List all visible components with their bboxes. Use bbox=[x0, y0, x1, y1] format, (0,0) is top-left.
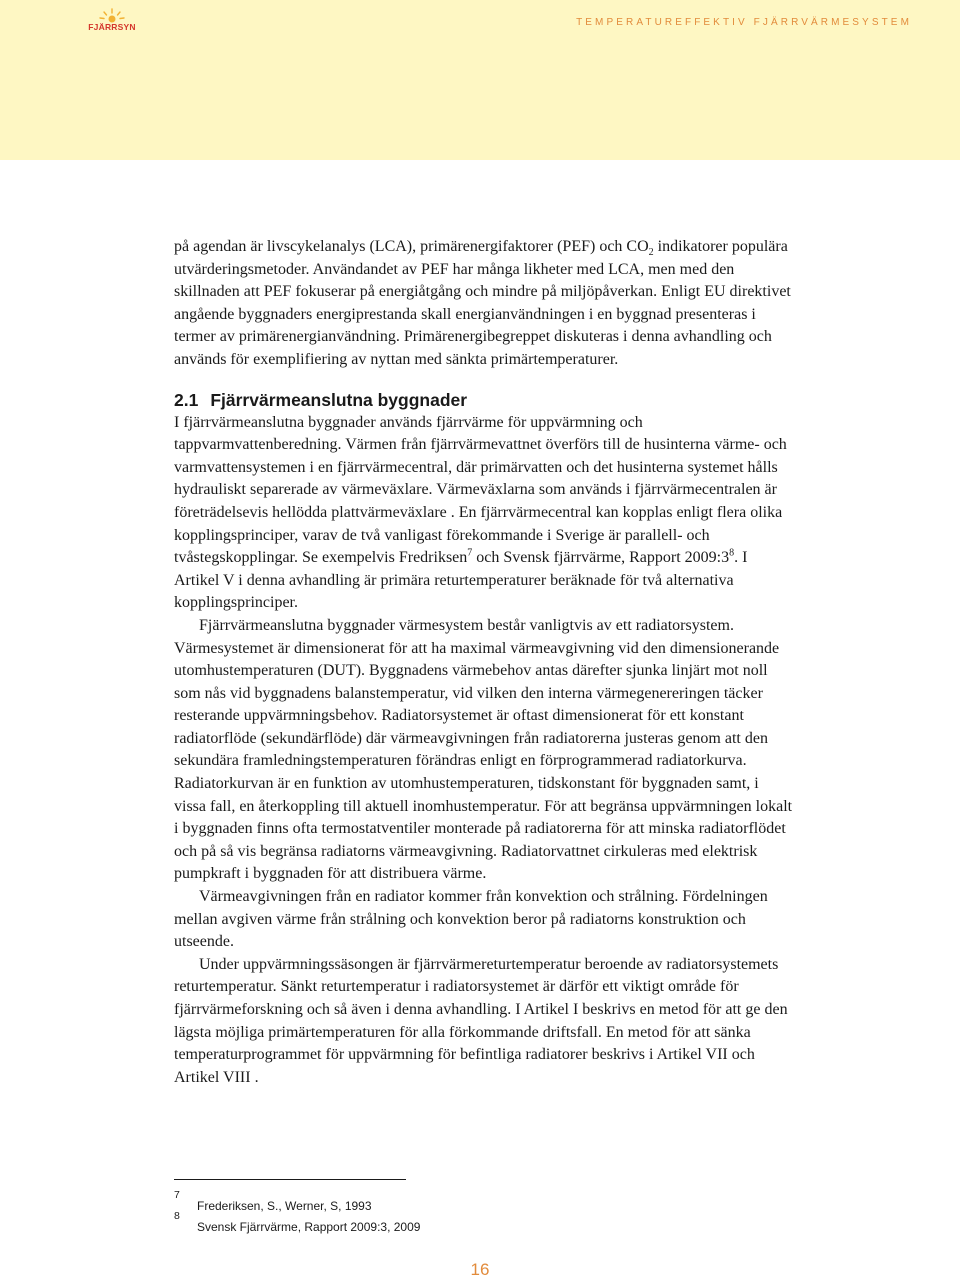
footnote-divider bbox=[174, 1179, 406, 1180]
logo-text: FJÄRRSYN bbox=[88, 22, 136, 32]
footnote-text: Frederiksen, S., Werner, S, 1993 bbox=[197, 1199, 372, 1213]
subscript: 2 bbox=[648, 247, 654, 259]
section-title: Fjärrvärmeanslutna byggnader bbox=[210, 389, 468, 410]
footnote-number: 7 bbox=[174, 1189, 180, 1201]
fjarrsyn-logo bbox=[82, 8, 142, 38]
footnote-ref: 8 bbox=[729, 547, 735, 559]
body-paragraph: Fjärrvärmeanslutna byggnader värmesystem består vanligtvis av ett radiatorsystem. Värmesystemet är dimensionerat för att ha maximal värmeavgivning vid den dimensionerande utomhustemperaturen (DUT). Byggnadens värmebehov antas därefter sjunka linjärt mot noll som nås vid byggnadens balanstemperatur, vid vilken den interna värmegenereringen täcker resterande uppvärmningsbehov. Radiatorsystemet är oftast dimensionerat för ett konstant radiatorflöde (sekundärflöde) där värmeavgivningen från radiatorerna justeras genom att den sekundära framledningstemperaturen förändras enligt en förprogrammerad radiatorkurva. Radiatorkurvan är en funktion av utomhustemperaturen, tidskonstant för byggnaden samt, i vissa fall, en återkoppling till aktuell inomhustemperatur. För att begränsa uppvärmningen lokalt i byggnaden finns ofta termostatventiler monterade på radiatorerna för att minska radiatorflödet och på så vis begränsa radiatorns värmeavgivning. Radiatorvattnet cirkuleras med elektrisk pumpkraft i byggnaden för att distribuera värme. bbox=[174, 616, 793, 883]
page-body bbox=[174, 236, 794, 1089]
page-number: 16 bbox=[470, 1260, 490, 1279]
section-number: 2.1 bbox=[174, 389, 199, 410]
header-band bbox=[0, 0, 960, 160]
section-heading bbox=[174, 388, 794, 412]
footnote-ref: 7 bbox=[467, 547, 473, 559]
running-header-title: TEMPERATUREFFEKTIV FJÄRRVÄRMESYSTEM bbox=[576, 17, 912, 28]
body-paragraph: Värmeavgivningen från en radiator kommer från konvektion och strålning. Fördelningen mellan avgiven värme från strålning och konvektion beror på radiatorns konstruktion och utseende. bbox=[174, 888, 768, 951]
body-paragraph: I fjärrvärmeanslutna byggnader används fjärrvärme för uppvärmning och tappvarmvattenberedning. Värmen från fjärrvärmevattnet överförs till de husinterna värme- och varmvattensystemen i en fjärrvärmecentral, där primärvatten och det husinterna systemet hålls hydrauliskt separerade av värmeväxlare. Värmeväxlarna som används i fjärrvärmecentralen är företrädelsevis hellödda plattvärmeväxlare . En fjärrvärmecentral kan kopplas enligt flera olika kopplingsprinciper, varav de två vanligast förekommande i Sverige är parallell- och tvåstegskopplingar. Se exempelvis Fredriksen$^7$ och Svensk fjärrvärme, Rapport $2009:3^8$. I Artikel V i denna avhandling är primära returtemperaturer beräknade för två alternativa kopplingsprinciper. bbox=[174, 413, 787, 612]
footnote-number: 8 bbox=[174, 1210, 180, 1222]
footnote-text: Svensk Fjärrvärme, Rapport 2009:3, 2009 bbox=[197, 1220, 421, 1234]
body-paragraph: Under uppvärmningssäsongen är fjärrvärmereturtemperatur beroende av radiatorsystemets returtemperatur. Sänkt returtemperatur i radiatorsystemet är därför ett viktigt område för fjärrvärmeforskning och så även i denna avhandling. I Artikel I beskrivs en metod för att ge den lägsta möjliga primärtemperaturen för alla förkommande driftsfall. En metod för att sänka temperaturprogrammet för uppvärmning för befintliga radiatorer beskrivs i Artikel VII och Artikel VIII . bbox=[174, 955, 788, 1086]
intro-paragraph: på agendan är livscykelanalys (LCA), primärenergifaktorer (PEF) och $CO_2$ indikatorer populära utvärderingsmetoder. Användandet av PEF har många likheter med LCA, men med den skillnaden att PEF fokuserar på energiåtgång och mindre på miljöpåverkan. Enligt EU direktivet angående byggnaders energiprestanda skall energianvändningen i en byggnad presenteras i termer av primärenergianvändning. Primärenergibegreppet diskuteras i denna avhandling och används för exemplifiering av nyttan med sänkta primärtemperaturer. bbox=[174, 238, 791, 368]
